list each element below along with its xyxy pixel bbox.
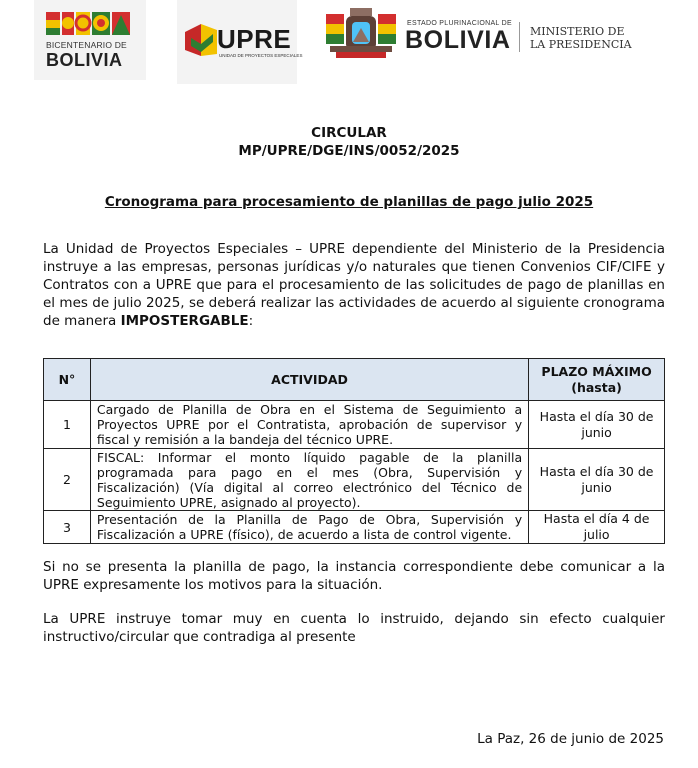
bicentenario-text-top: BICENTENARIO DE <box>46 40 127 50</box>
upre-subtitle: UNIDAD DE PROYECTOS ESPECIALES <box>219 53 303 58</box>
ministerio-text-line1: MINISTERIO DE <box>530 25 625 38</box>
intro-text: La Unidad de Proyectos Especiales – UPRE dependiente del Ministerio de la Presidencia instruye a las empresas, personas jurídicas y/o naturales que tienen Convenios CIF/CIFE y Contratos con a UPRE que para el procesamiento de las solicitudes de pago de planillas en el mes de julio 2025, se deberá realizar las actividades de acuerdo al siguiente cronograma de manera <box>43 241 665 329</box>
bicentenario-logo <box>34 0 146 80</box>
upre-logo <box>177 0 303 84</box>
bolivia-wordmark: BOLIVIA <box>405 26 511 54</box>
header-plazo-line1: PLAZO MÁXIMO <box>541 363 652 379</box>
table-row <box>44 449 665 511</box>
document-date: La Paz, 26 de junio de 2025 <box>477 731 664 747</box>
row-number: 3 <box>44 511 91 544</box>
instruction-paragraph: La UPRE instruye tomar muy en cuenta lo instruido, dejando sin efecto cualquier instructivo/circular que contradiga al presente <box>43 611 665 645</box>
header-plazo <box>529 359 665 401</box>
row-deadline: Hasta el día 4 de julio <box>529 511 665 544</box>
circular-title <box>0 124 698 160</box>
table-header-row <box>44 359 665 401</box>
row-activity: FISCAL: Informar el monto líquido pagable de la planilla programada para pago en el mes (Obra, Supervisión y Fiscalización) (Vía digital al correo electrónico del Técnico de Seguimiento UPRE, asignado al proyecto). <box>90 449 528 511</box>
row-deadline: Hasta el día 30 de junio <box>529 449 665 511</box>
intro-end: : <box>248 313 254 329</box>
table-row <box>44 401 665 449</box>
row-number: 2 <box>44 449 91 511</box>
circular-label: CIRCULAR <box>311 125 387 141</box>
intro-emphasis: IMPOSTERGABLE <box>120 313 249 329</box>
row-activity: Presentación de la Planilla de Pago de Obra, Supervisión y Fiscalización a UPRE (físico), de acuerdo a lista de control vigente. <box>90 511 528 544</box>
schedule-table <box>43 358 665 544</box>
logo-divider <box>519 22 520 52</box>
warning-paragraph: Si no se presenta la planilla de pago, la instancia correspondiente debe comunicar a la UPRE expresamente los motivos para la situación. <box>43 559 665 593</box>
header-actividad: ACTIVIDAD <box>90 359 528 401</box>
ministerio-text-line2: LA PRESIDENCIA <box>530 38 632 51</box>
coat-of-arms-icon <box>322 4 400 64</box>
header-logos <box>0 0 698 86</box>
table-row <box>44 511 665 544</box>
row-deadline: Hasta el día 30 de junio <box>529 401 665 449</box>
circular-number: MP/UPRE/DGE/INS/0052/2025 <box>238 143 460 159</box>
bicentenario-emblem-icon <box>46 10 132 36</box>
bicentenario-text-bottom: BOLIVIA <box>46 50 123 70</box>
header-plazo-line2: (hasta) <box>571 379 622 395</box>
header-no: N° <box>44 359 91 401</box>
intro-paragraph <box>43 240 665 330</box>
circular-subject: Cronograma para procesamiento de planillas de pago julio 2025 <box>104 194 594 210</box>
upre-wordmark: UPRE <box>217 24 292 54</box>
row-activity: Cargado de Planilla de Obra en el Sistema de Seguimiento a Proyectos UPRE por el Contratista, aprobación de supervisor y fiscal y remisión a la bandeja del técnico UPRE. <box>90 401 528 449</box>
row-number: 1 <box>44 401 91 449</box>
estado-plurinacional-text: ESTADO PLURINACIONAL DE <box>407 20 512 27</box>
